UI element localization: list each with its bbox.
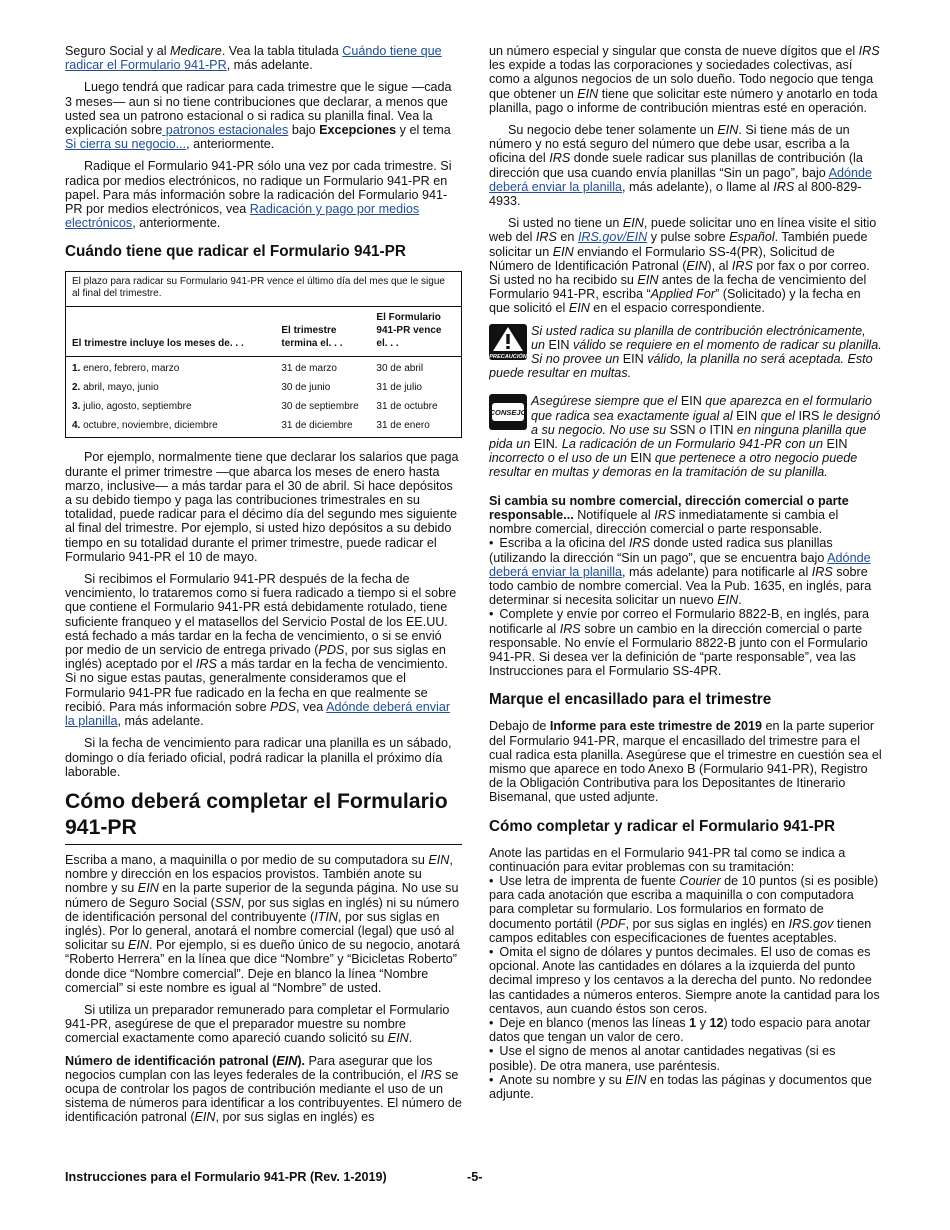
tip-label: CONSEJO: [489, 408, 527, 418]
table-row: 1. enero, febrero, marzo 31 de marzo 30 de abril: [72, 363, 424, 375]
link-adonde-enviar[interactable]: Adónde deberá enviar la planilla: [65, 699, 451, 729]
list-item: • Escriba a la oficina del IRS donde usted radica sus planillas (utilizando la dirección “Sin un pago”, que se encuentra bajo Adónde deberá enviar la planilla, más adelante) para notificarle al IRS sobre todo cambio de nombre comercial. Vea la Pub. 1635, en inglés, para determinar si necesita solicitar un nuevo EIN.: [489, 536, 882, 607]
link-patronos-estacionales[interactable]: patronos estacionales: [162, 123, 289, 138]
link-adonde-enviar[interactable]: Adónde deberá enviar la planilla: [489, 165, 872, 194]
table-header: El trimestre incluye los meses de. . .: [66, 307, 276, 357]
paragraph: Escriba a mano, a maquinilla o por medio de su computadora su EIN, nombre y dirección en los espacios provistos. También anote su nombre y su EIN en la parte superior de la segunda página. No use su número de Seguro Social (SSN, por sus siglas en inglés) ni su número de identificación personal del contribuyente (ITIN, por sus siglas en inglés). Por lo general, anotará el nombre comercial (legal) que usó al solicitar su EIN. Por ejemplo, si es dueño único de su negocio, anotará “Roberto Herrera” en la línea que dice “Nombre” y “Bicicletas Roberto” donde dice “Nombre comercial”. Deje en blanco la línea “Nombre comercial” si este nombre es igual al “Nombre” de usted.: [65, 852, 460, 995]
paragraph: Anote las partidas en el Formulario 941-PR tal como se indica a continuación para evitar problemas con su tramitación:: [489, 845, 846, 874]
caution-label: PRECAUCIÓN: [489, 353, 527, 360]
link-si-cierra[interactable]: Si cierra su negocio...: [65, 137, 187, 152]
table-row: 4. octubre, noviembre, diciembre 31 de diciembre 31 de enero: [72, 420, 430, 432]
paragraph: Debajo de Informe para este trimestre de 2019 en la parte superior del Formulario 941-PR, marque el encasillado del trimestre para el cual radica esta planilla. Asegúrese que el trimestre en cuestión sea el mismo que aparece en todo Anexo B (Formulario 941-PR), Registro de la Obligación Contributiva para los Depositantes de Itinerario Bisemanal, que usted adjunte.: [489, 719, 882, 805]
table-intro: El plazo para radicar su Formulario 941-PR vence el último día del mes que le sigue al final del trimestre.: [66, 272, 462, 307]
caution-icon: [489, 324, 527, 360]
link-radicacion-electronica[interactable]: Radicación y pago por medios electrónicos: [65, 202, 420, 231]
heading-como-completar-radicar: Cómo completar y radicar el Formulario 941-PR: [489, 817, 835, 835]
paragraph: Si utiliza un preparador remunerado para completar el Formulario 941-PR, asegúrese de que el preparador muestre su nombre comercial exactamente como apareció cuando solicitó su EIN.: [65, 1002, 450, 1046]
table-row: 2. abril, mayo, junio 30 de junio 31 de julio: [72, 382, 422, 394]
list-item: • Use letra de imprenta de fuente Courier de 10 puntos (si es posible) para cada anotación que escriba a maquinilla o con computadora para completar su formulario. Los formularios en formato de documento portátil (PDF, por sus siglas en inglés) en IRS.gov tienen campos editables con especificaciones de fuentes aceptables.: [489, 874, 882, 945]
caution-callout: PRECAUCIÓN Si usted radica su planilla de contribución electrónicamente, un EIN válido se requiere en el momento de radicar su planilla. Si no provee un EIN válido, la planilla no será aceptada. Esto puede resultar en multas.: [489, 323, 882, 381]
left-column: [65, 44, 462, 1133]
right-column: [489, 44, 882, 1101]
list-item: • Omita el signo de dólares y puntos decimales. El uso de comas es opcional. Anote las cantidades en dólares a la izquierda del punto decimal impreso y los centavos a la derecha del punto. No redondee las cantidades a números enteros. Siempre anote la cantidad para los centavos, aun cuando éstos son ceros.: [489, 945, 882, 1016]
paragraph: Radique el Formulario 941-PR sólo una vez por cada trimestre. Si radica por medios electrónicos, no radique un Formulario 941-PR en papel. Para más información sobre la radicación del Formulario 941-PR por medios electrónicos, vea Radicación y pago por medios electrónicos, anteriormente.: [65, 159, 452, 231]
paragraph: Luego tendrá que radicar para cada trimestre que le sigue —cada 3 meses— aun si no tiene contribuciones que declarar, a menos que usted sea un patrono estacional o si radica su planilla final. Vea la explicación sobre patronos estacionales bajo Excepciones y el tema Si cierra su negocio..., anteriormente.: [65, 80, 452, 152]
tip-icon: [489, 394, 527, 430]
paragraph: Número de identificación patronal (EIN). Para asegurar que los negocios cumplan con las leyes federales de la contribución, el IRS se ocupa de controlar los pagos de contribución mediante el uso de un sistema de números para identificar a los contribuyentes. El número de identificación patronal (EIN, por sus siglas en inglés) es: [65, 1053, 462, 1125]
page-footer: [65, 1170, 882, 1184]
link-irs-gov-ein[interactable]: IRS.gov/EIN: [577, 230, 648, 245]
due-date-table: [65, 271, 462, 438]
paragraph: Por ejemplo, normalmente tiene que declarar los salarios que paga durante el primer trimestre —que abarca los meses de enero hasta marzo, inclusive— a más tardar para el 30 de abril. Si hace depósitos a su debido tiempo y paga las contribuciones trimestrales en su totalidad, puede radicar para el décimo día del segundo mes siguiente al final del trimestre. Por ejemplo, si usted hizo depósitos a su debido tiempo en su totalidad durante el primer trimestre, puede radicar el Formulario 941-PR el 10 de mayo.: [65, 450, 459, 564]
paragraph: Si usted no tiene un EIN, puede solicitar uno en línea visite el sitio web del IRS en IRS.gov/EIN y pulse sobre Español. También puede solicitar un EIN enviando el Formulario SS-4(PR), Solicitud de Número de Identificación Patronal (EIN), al IRS por fax o por correo. Si usted no ha recibido su EIN antes de la fecha de vencimiento del Formulario 941-PR, escriba “Applied For” (Solicitado) y la fecha en que solicitó el EIN en el espacio correspondiente.: [489, 216, 877, 316]
list-item: • Use el signo de menos al anotar cantidades negativas (si es posible). De otra manera, use paréntesis.: [489, 1044, 882, 1072]
list-item: • Anote su nombre y su EIN en todas las páginas y documentos que adjunte.: [489, 1073, 882, 1101]
page-number: -5-: [467, 1170, 483, 1184]
paragraph: Su negocio debe tener solamente un EIN. Si tiene más de un número y no está seguro del número que debe usar, escriba a la oficina del IRS donde suele radicar sus planillas de contribución (la dirección que usa cuando envía planillas “Sin un pago”, bajo Adónde deberá enviar la planilla, más adelante), o llame al IRS al 800-829-4933.: [489, 123, 872, 209]
table-header: El trimestre termina el. . .: [275, 307, 370, 357]
footer-title: Instrucciones para el Formulario 941-PR (Rev. 1-2019): [65, 1170, 387, 1184]
heading-como-completar: Cómo deberá completar el Formulario 941-PR: [65, 789, 462, 845]
paragraph: un número especial y singular que consta de nueve dígitos que el IRS les expide a todas las corporaciones y sociedades colectivas, así como a algunos negocios de un solo dueño. Todo negocio que tenga que obtener un EIN tiene que solicitar este número y anotarlo en toda planilla, pago o informe de contribución mientras esté en operación.: [489, 44, 880, 115]
link-cuando-radicar[interactable]: Cuándo tiene que radicar el Formulario 941-PR: [65, 44, 442, 73]
list-item: • Deje en blanco (menos las líneas 1 y 12) todo espacio para anotar datos que tengan un valor de cero.: [489, 1016, 882, 1044]
heading-cuando-radicar: Cuándo tiene que radicar el Formulario 941-PR: [65, 243, 406, 261]
paragraph: Seguro Social y al Medicare. Vea la tabla titulada Cuándo tiene que radicar el Formulario 941-PR, más adelante.: [65, 44, 442, 73]
paragraph: Si recibimos el Formulario 941-PR después de la fecha de vencimiento, lo trataremos como si fuera radicado a tiempo si el sobre que contiene el Formulario 941-PR está debidamente rotulado, tiene suficiente franqueo y el matasellos del Servicio Postal de los EE.UU. está fechado a más tardar en la fecha de vencimiento, o si se envió por medio de un servicio de entrega privado (PDS, por sus siglas en inglés) aceptado por el IRS a más tardar en la fecha de vencimiento. Si no sigue estas pautas, generalmente consideramos que el Formulario 941-PR fue radicado en la fecha en que realmente se recibió. Para más información sobre PDS, vea Adónde deberá enviar la planilla, más adelante.: [65, 572, 457, 729]
heading-marque-encasillado: Marque el encasillado para el trimestre: [489, 691, 772, 709]
paragraph: Si la fecha de vencimiento para radicar una planilla es un sábado, domingo o día feriado oficial, podrá radicar la planilla el próximo día laborable.: [65, 736, 452, 779]
tip-callout: CONSEJO Asegúrese siempre que el EIN que aparezca en el formulario que radica sea exactamente igual al EIN que el IRS le designó a su negocio. No use su SSN o ITIN en ninguna planilla que pida un EIN. La radicación de un Formulario 941-PR con un EIN incorrecto o el uso de un EIN que pertenece a otro negocio puede resultar en multas y demoras en la tramitación de su planilla.: [489, 394, 881, 480]
table-header: El Formulario 941-PR vence el. . .: [370, 307, 461, 357]
link-adonde-enviar[interactable]: Adónde deberá enviar la planilla: [489, 550, 871, 579]
paragraph: Si cambia su nombre comercial, dirección comercial o parte responsable... Notifíquele al IRS inmediatamente si cambia el nombre comercial, dirección comercial o parte responsable.: [489, 493, 849, 537]
table-row: 3. julio, agosto, septiembre 30 de septiembre 31 de octubre: [72, 401, 438, 413]
list-item: • Complete y envíe por correo el Formulario 8822-B, en inglés, para notificarle al IRS sobre un cambio en la dirección comercial o parte responsable. No envíe el Formulario 8822-B junto con el Formulario 941-PR. Si desea ver la definición de “parte responsable”, vea las Instrucciones para el Formulario SS-4PR.: [489, 607, 882, 678]
